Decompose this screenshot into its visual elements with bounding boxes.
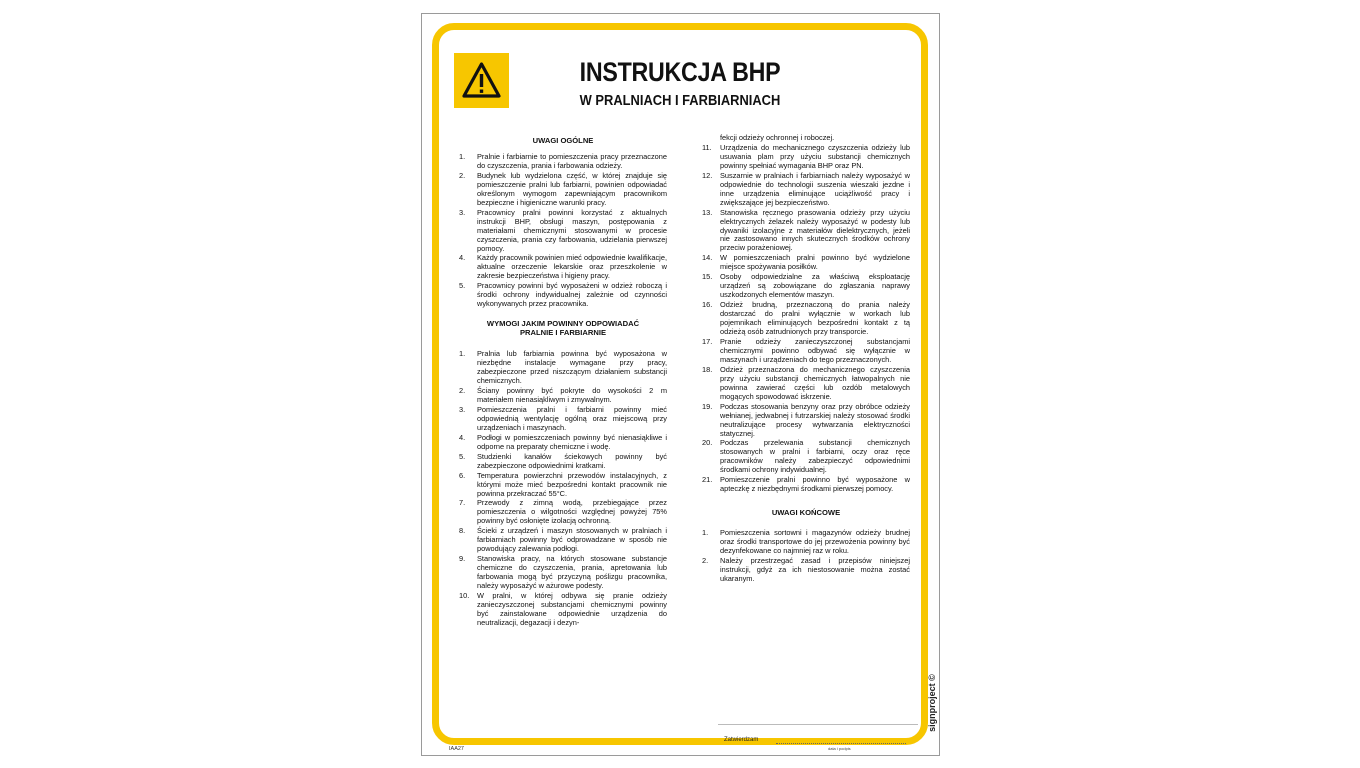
item-text: Stanowiska ręcznego prasowania odzieży przy użyciu elektrycznych żelazek należy wyposażyć w podesty lub dywaniki izolacyjne z materiałów dielektrycznych, jeżeli nie zastosowano innych skutecznych środków ochrony przeciw porażeniowej. bbox=[720, 207, 910, 253]
list-item bbox=[459, 555, 667, 591]
item-text: Odzież przeznaczona do mechanicznego czyszczenia przy użyciu substancji chemicznych łatwopalnych nie powinna zawierać części lub ozdób metalowych mogących spowodować iskrzenie. bbox=[720, 364, 910, 401]
item-number: 4. bbox=[459, 253, 466, 263]
item-number: 2. bbox=[702, 556, 709, 566]
list-item bbox=[459, 350, 667, 386]
list-item bbox=[702, 144, 910, 171]
list-item bbox=[459, 282, 667, 309]
list-item bbox=[459, 527, 667, 554]
item-number: 21. bbox=[702, 475, 713, 485]
item-number: 12. bbox=[702, 170, 713, 180]
item-number: 11. bbox=[702, 142, 712, 152]
item-text: Urządzenia do mechanicznego czyszczenia odzieży lub usuwania plam przy użyciu substancji chemicznych powinny spełniać wymagania BHP oraz PN. bbox=[720, 142, 910, 170]
item-number: 2. bbox=[459, 386, 466, 396]
list-item bbox=[459, 153, 667, 171]
list-item bbox=[702, 529, 910, 556]
item-number: 5. bbox=[459, 281, 466, 291]
item-text: Pracownicy pralni powinni korzystać z aktualnych instrukcji BHP, obsługi maszyn, postępowania z materiałami chemicznymi stosowanymi w procesie czyszczenia, prania czy farbowania, udzielania pierwszej pomocy. bbox=[477, 207, 667, 253]
list-item bbox=[459, 499, 667, 526]
item-number: 20. bbox=[702, 438, 713, 448]
list-item bbox=[702, 439, 910, 475]
item-text: Pomieszczenia pralni i farbiarni powinny mieć odpowiednią wentylację ogólną oraz miejscową przy urządzeniach i maszynach. bbox=[477, 404, 667, 432]
list-item bbox=[459, 254, 667, 281]
approval-box bbox=[718, 724, 918, 755]
item-number: 7. bbox=[459, 498, 466, 508]
page-subtitle: W PRALNIACH I FARBIARNIACH bbox=[579, 92, 781, 109]
item-text: Pranie odzieży zanieczyszczonej substancjami chemicznymi powinno odbywać się wyłącznie w maszynach i urządzeniach do tego przeznaczonych. bbox=[720, 336, 910, 364]
list-item bbox=[702, 273, 910, 300]
item-number: 14. bbox=[702, 253, 713, 263]
signature-caption: data i podpis bbox=[828, 746, 851, 751]
item-text: Suszarnie w pralniach i farbiarniach należy wyposażyć w odpowiednie do technologii suszenia wieszaki jezdne i inne urządzenia eliminujące uciążliwość pracy i zwiększające jej bezpieczeństwo. bbox=[720, 170, 910, 207]
list-item bbox=[459, 172, 667, 208]
continuation-text: fekcji odzieży ochronnej i roboczej. bbox=[720, 133, 835, 142]
list-item bbox=[702, 338, 910, 365]
item-text: Podłogi w pomieszczeniach powinny być nienasiąkliwe i odporne na preparaty chemiczne i wodę. bbox=[477, 432, 667, 451]
item-text: Ściany powinny być pokryte do wysokości 2 m materiałem nienasiąkliwym i zmywalnym. bbox=[477, 386, 667, 404]
item-number: 3. bbox=[459, 404, 466, 414]
list-item bbox=[702, 557, 910, 584]
section-heading-requirements-1: WYMOGI JAKIM POWINNY ODPOWIADAĆ bbox=[486, 319, 640, 329]
list-item bbox=[459, 472, 667, 499]
item-number: 1. bbox=[702, 528, 709, 538]
list-item bbox=[702, 209, 910, 254]
item-text: Podczas stosowania benzyny oraz przy obróbce odzieży wełnianej, jedwabnej i futrzarskiej należy stosować środki neutralizujące procesy wytwarzania elektryczności statycznej. bbox=[720, 401, 910, 438]
item-text: Ścieki z urządzeń i maszyn stosowanych w pralniach i farbiarniach powinny być odprowadzane w sposób nie powodujący zalewania podłogi. bbox=[477, 526, 667, 554]
list-item bbox=[702, 403, 910, 439]
item-number: 5. bbox=[459, 451, 466, 461]
item-number: 1. bbox=[459, 152, 466, 161]
item-number: 8. bbox=[459, 526, 466, 536]
list-item bbox=[702, 366, 910, 402]
list-item bbox=[459, 406, 667, 433]
item-number: 18. bbox=[702, 364, 713, 374]
item-number: 17. bbox=[702, 336, 713, 346]
signature-line bbox=[776, 743, 906, 744]
item-number: 2. bbox=[459, 170, 466, 180]
product-code: IAA27 bbox=[449, 746, 464, 752]
list-item bbox=[459, 453, 667, 471]
item-number: 4. bbox=[459, 432, 466, 442]
list-item bbox=[459, 209, 667, 254]
approval-label: Zatwierdzam bbox=[724, 737, 759, 743]
item-text: Studzienki kanałów ściekowych powinny być zabezpieczone odpowiednimi kratkami. bbox=[477, 451, 667, 470]
item-number: 9. bbox=[459, 554, 466, 564]
item-text: Pralnia lub farbiarnia powinna być wyposażona w niezbędne instalacje wymagane przy pracy, zabezpieczone przed niszczącym działaniem substancji chemicznych. bbox=[477, 349, 667, 386]
section-heading-requirements-2: PRALNIE I FARBIARNIE bbox=[519, 328, 607, 338]
right-column bbox=[702, 134, 910, 585]
item-text: Stanowiska pracy, na których stosowane substancje chemiczne do czyszczenia, prania, apretowania lub farbowania mogą być przyczyną poślizgu pracownika, należy wyposażyć w ażurowe podesty. bbox=[477, 554, 667, 591]
general-list bbox=[459, 153, 667, 309]
item-text: Pomieszczenia sortowni i magazynów odzieży brudnej oraz środki transportowe do jej przewożenia powinny być dezynfekowane co najmniej raz w roku. bbox=[720, 528, 910, 556]
item-text: Każdy pracownik powinien mieć odpowiednie kwalifikacje, aktualne orzeczenie lekarskie oraz przeszkolenie w zakresie bezpieczeństwa i higieny pracy. bbox=[477, 253, 667, 281]
requirements-list-right bbox=[702, 144, 910, 494]
list-item bbox=[702, 476, 910, 494]
left-column bbox=[459, 134, 667, 629]
brand-mark bbox=[924, 666, 938, 744]
item-number: 6. bbox=[459, 470, 466, 480]
section-heading-general: UWAGI OGÓLNE bbox=[532, 136, 594, 145]
item-text: W pralni, w której odbywa się pranie odzieży zanieczyszczonej substancjami chemicznymi powinny być zainstalowane odpowiednie urządzenia do neutralizacji, degazacji i dezyn- bbox=[477, 590, 667, 627]
item-number: 1. bbox=[459, 349, 466, 359]
item-text: Przewody z zimną wodą, przebiegające przez pomieszczenia o wilgotności względnej powyżej 75% powinny być osłonięte izolacją ochronną. bbox=[477, 498, 667, 526]
item-text: Budynek lub wydzielona część, w której znajduje się pomieszczenie pralni lub farbiarni, powinien odpowiadać określonym wymogom zapewniającym pracownikom bezpieczne i higieniczne warunki pracy. bbox=[477, 170, 667, 207]
list-item bbox=[702, 254, 910, 272]
item-text: Osoby odpowiedzialne za właściwą eksploatację urządzeń są zobowiązane do zgłaszania naprawy uszkodzonych elementów maszyn. bbox=[720, 272, 910, 300]
item-text: W pomieszczeniach pralni powinno być wydzielone miejsce spożywania posiłków. bbox=[720, 253, 910, 272]
list-item bbox=[459, 434, 667, 452]
item-text: Odzież brudną, przeznaczoną do prania należy dostarczać do pralni wyłącznie w workach lub pojemnikach eliminujących bezpośredni kontakt z tą odzieżą osób zatrudnionych przy transporcie. bbox=[720, 300, 910, 337]
item-text: Podczas przelewania substancji chemicznych stosowanych w pralni i farbiarni, oczy oraz ręce pracowników należy zabezpieczyć odpowiednimi środkami ochrony indywidualnej. bbox=[720, 438, 910, 475]
item-number: 3. bbox=[459, 207, 466, 217]
item-text: Pralnie i farbiarnie to pomieszczenia pracy przeznaczone do czyszczenia, prania i farbowania odzieży. bbox=[477, 152, 667, 170]
list-item bbox=[459, 387, 667, 405]
item-text: Pomieszczenie pralni powinno być wyposażone w apteczkę z niezbędnymi środkami pierwszej pomocy. bbox=[720, 475, 910, 494]
final-list bbox=[702, 529, 910, 584]
item-number: 10. bbox=[459, 590, 470, 600]
brand-text: signproject © bbox=[927, 674, 937, 732]
item-number: 13. bbox=[702, 207, 713, 217]
item-number: 16. bbox=[702, 300, 713, 310]
item-text: Należy przestrzegać zasad i przepisów niniejszej instrukcji, gdyż za ich niestosowanie można zostać ukaranym. bbox=[720, 556, 910, 583]
requirements-list-left bbox=[459, 350, 667, 628]
list-item bbox=[702, 172, 910, 208]
item-text: Temperatura powierzchni przewodów instalacyjnych, z którymi może mieć bezpośredni kontakt pracownik nie powinna przekraczać 55°C. bbox=[477, 470, 667, 498]
list-item bbox=[702, 301, 910, 337]
item-number: 19. bbox=[702, 401, 713, 411]
section-heading-final: UWAGI KOŃCOWE bbox=[771, 508, 841, 518]
safety-instruction-sheet bbox=[421, 13, 940, 756]
list-item bbox=[459, 592, 667, 628]
item-number: 15. bbox=[702, 272, 713, 282]
item-text: Pracownicy powinni być wyposażeni w odzież roboczą i środki ochrony indywidualnej zależnie od czynności wykonywanych przez pracownika. bbox=[477, 281, 667, 309]
page-title: INSTRUKCJA BHP bbox=[579, 57, 781, 87]
